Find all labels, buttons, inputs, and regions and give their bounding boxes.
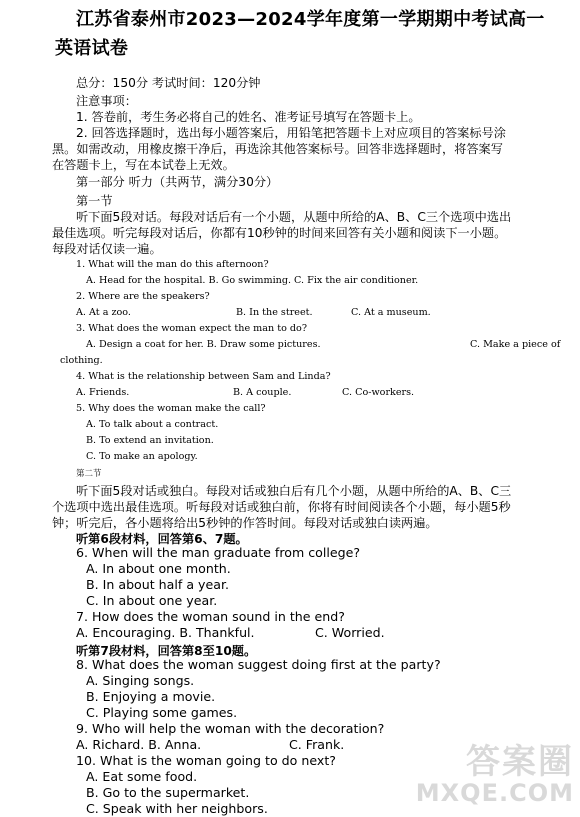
note-2-line1: 2. 回答选择题时，选出每小题答案后，用铅笔把答题卡上对应项目的答案标号涂 [76,126,506,140]
question-5-option-a: A. To talk about a contract. [86,419,219,430]
section2-instructions-line3: 钟；听完后，各小题将给出5秒钟的作答时间。每段对话或独白读两遍。 [52,516,438,530]
question-7-options-ab: A. Encouraging. B. Thankful. [76,625,255,640]
question-2-option-b: B. In the street. [236,307,313,318]
question-9: 9. Who will help the woman with the decoration? [76,721,385,736]
question-8-option-a: A. Singing songs. [86,673,195,688]
watermark-text: 答案圈 [466,742,574,782]
question-8-option-c: C. Playing some games. [86,705,238,720]
question-3-option-c-cont: clothing. [60,355,103,366]
question-5-option-c: C. To make an apology. [86,451,198,462]
question-8: 8. What does the woman suggest doing first at the party? [76,657,441,672]
question-10: 10. What is the woman going to do next? [76,753,336,768]
question-9-options-ab: A. Richard. B. Anna. [76,737,202,752]
question-3: 3. What does the woman expect the man to do? [76,323,307,334]
notes-heading: 注意事项： [76,94,137,108]
note-1: 1. 答卷前，考生务必将自己的姓名、准考证号填写在答题卡上。 [76,110,421,124]
part1-heading: 第一部分 听力（共两节，满分30分） [76,175,279,189]
question-1: 1. What will the man do this afternoon? [76,259,269,270]
question-2: 2. Where are the speakers? [76,291,210,302]
exam-subject: 英语试卷 [55,38,129,59]
question-8-option-b: B. Enjoying a movie. [86,689,216,704]
section2-instructions-line1: 听下面5段对话或独白。每段对话或独白后有几个小题，从题中所给的A、B、C三 [76,484,512,498]
section1-instructions-line1: 听下面5段对话。每段对话后有一个小题，从题中所给的A、B、C三个选项中选出 [76,210,512,224]
question-7-option-c: C. Worried. [315,625,385,640]
question-5-option-b: B. To extend an invitation. [86,435,214,446]
question-4: 4. What is the relationship between Sam and Linda? [76,371,331,382]
question-4-option-b: B. A couple. [233,387,292,398]
question-7: 7. How does the woman sound in the end? [76,609,345,624]
question-9-option-c: C. Frank. [289,737,345,752]
note-2-line3: 在答题卡上，写在本试卷上无效。 [52,158,235,172]
exam-title: 江苏省泰州市2023—2024学年度第一学期期中考试高一 [76,9,545,30]
exam-info: 总分：150分 考试时间：120分钟 [76,76,261,90]
section2-instructions-line2: 个选项中选出最佳选项。听每段对话或独白前，你将有时间阅读各个小题，每小题5秒 [52,500,511,514]
question-6-option-b: B. In about half a year. [86,577,229,592]
site-watermark [416,734,574,807]
question-6-option-c: C. In about one year. [86,593,218,608]
question-4-option-a: A. Friends. [76,387,130,398]
section1-heading: 第一节 [76,194,113,208]
question-6-option-a: A. In about one month. [86,561,231,576]
question-10-option-a: A. Eat some food. [86,769,198,784]
question-3-option-c: C. Make a piece of [470,339,561,350]
question-6: 6. When will the man graduate from college? [76,545,361,560]
material-6-heading: 听第6段材料，回答第6、7题。 [76,532,248,546]
question-3-options-ab: A. Design a coat for her. B. Draw some pictures. [86,339,321,350]
note-2-line2: 黑。如需改动，用橡皮擦干净后，再选涂其他答案标号。回答非选择题时，将答案写 [52,142,503,156]
material-7-heading: 听第7段材料，回答第8至10题。 [76,644,257,658]
question-5: 5. Why does the woman make the call? [76,403,266,414]
section1-instructions-line3: 每段对话仅读一遍。 [52,242,162,256]
question-10-option-c: C. Speak with her neighbors. [86,801,268,816]
section2-heading: 第二节 [76,469,102,479]
question-10-option-b: B. Go to the supermarket. [86,785,250,800]
question-4-option-c: C. Co-workers. [342,387,415,398]
question-2-option-a: A. At a zoo. [76,307,131,318]
question-1-options: A. Head for the hospital. B. Go swimming. C. Fix the air conditioner. [86,275,419,286]
question-2-option-c: C. At a museum. [351,307,431,318]
watermark-url: MXQE.COM [415,779,574,807]
section1-instructions-line2: 最佳选项。听完每段对话后，你都有10秒钟的时间来回答有关小题和阅读下一小题。 [52,226,507,240]
